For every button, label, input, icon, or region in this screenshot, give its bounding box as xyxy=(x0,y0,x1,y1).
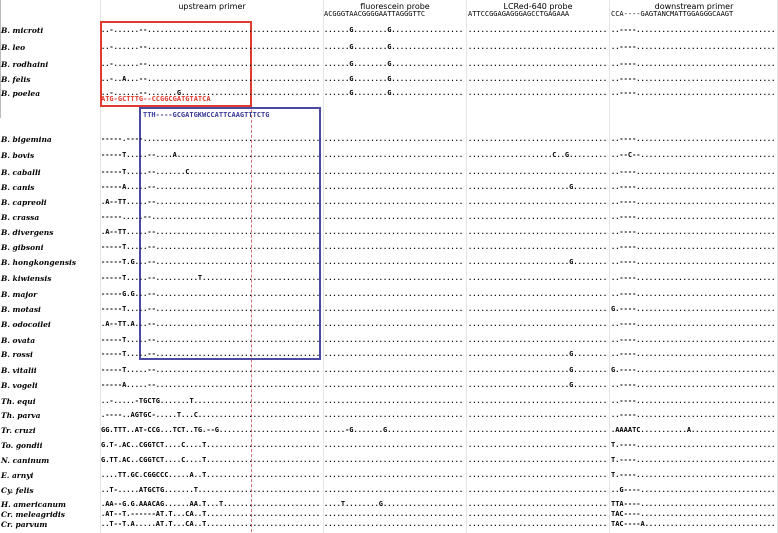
sequence-up: .A--TT.....--....................................... xyxy=(101,198,321,206)
sequence-dn: ..----................................. xyxy=(611,135,776,143)
species-name: B. divergens xyxy=(1,228,54,237)
sequence-dn: ..----................................. xyxy=(611,198,776,206)
sequence-fl: ................................. xyxy=(324,456,464,464)
sequence-lc: ................................. xyxy=(468,135,608,143)
sequence-up: -----T.....--....................................... xyxy=(101,243,321,251)
sequence-dn: ..----................................. xyxy=(611,89,776,97)
species-name: H. americanum xyxy=(1,500,66,509)
sequence-dn: ..----................................. xyxy=(611,213,776,221)
sequence-fl: ................................. xyxy=(324,135,464,143)
sequence-up: -----T.....--....A.................................. xyxy=(101,151,321,159)
sequence-dn: ..----................................. xyxy=(611,350,776,358)
sequence-lc: ................................. xyxy=(468,486,608,494)
sequence-dn: TAC----................................ xyxy=(611,510,776,518)
sequence-fl: ................................. xyxy=(324,168,464,176)
sequence-lc: ................................. xyxy=(468,274,608,282)
species-name: Cy. felis xyxy=(1,486,34,495)
sequence-fl: ................................. xyxy=(324,397,464,405)
species-name: Cr. parvum xyxy=(1,520,48,529)
sequence-up: GG.TTT..AT-CCG...TCT..TG.--G........................ xyxy=(101,426,321,434)
sequence-up: ..-......--.......G................................. xyxy=(101,89,321,97)
sequence-up: -----T.....--....................................... xyxy=(101,366,321,374)
sequence-dn: ..----................................. xyxy=(611,183,776,191)
sequence-up: -----G.G...--....................................... xyxy=(101,290,321,298)
downstream-consensus: CCA----GAGTANCMATTGGAGGGCAAGT xyxy=(611,10,734,18)
sequence-up: -----T.....--....................................... xyxy=(101,305,321,313)
sequence-dn: TTA----................................ xyxy=(611,500,776,508)
sequence-fl: ................................. xyxy=(324,411,464,419)
sequence-up: .A--TT.A...--....................................... xyxy=(101,320,321,328)
species-name: B. bigemina xyxy=(1,135,52,144)
header-fluorescein-probe: fluorescein probe xyxy=(323,0,467,15)
column-divider xyxy=(466,0,467,533)
sequence-dn: ..--C--................................ xyxy=(611,151,776,159)
sequence-up: .AA--G.G.AAACAG......AA.T...T....................... xyxy=(101,500,321,508)
sequence-lc: ................................. xyxy=(468,500,608,508)
sequence-lc: ....................C..G......... xyxy=(468,151,608,159)
sequence-fl: ......G........G................. xyxy=(324,43,464,51)
sequence-fl: ......G........G................. xyxy=(324,75,464,83)
blue-primer-sequence: TTH----GCGATGKWCCATTCAAGTTTCTG xyxy=(143,111,270,119)
sequence-dn: T.----................................. xyxy=(611,456,776,464)
sequence-dn: ..----................................. xyxy=(611,320,776,328)
sequence-up: .----..AGTGC-.....T...C............................. xyxy=(101,411,321,419)
sequence-lc: ................................. xyxy=(468,305,608,313)
sequence-dn: G.----................................. xyxy=(611,366,776,374)
sequence-lc: ................................. xyxy=(468,43,608,51)
sequence-up: -----T.G...--....................................... xyxy=(101,258,321,266)
sequence-lc: ................................. xyxy=(468,60,608,68)
sequence-dn: T.----................................. xyxy=(611,441,776,449)
sequence-fl: ................................. xyxy=(324,520,464,528)
sequence-dn: ..----................................. xyxy=(611,26,776,34)
species-name: B. hongkongensis xyxy=(1,258,77,267)
sequence-lc: ................................. xyxy=(468,168,608,176)
sequence-fl: ................................. xyxy=(324,228,464,236)
left-border xyxy=(0,0,1,118)
sequence-lc: ................................. xyxy=(468,510,608,518)
sequence-dn: G.----................................. xyxy=(611,305,776,313)
sequence-dn: ..----................................. xyxy=(611,258,776,266)
species-name: B. canis xyxy=(1,183,35,192)
species-name: B. microti xyxy=(1,26,44,35)
sequence-lc: ................................. xyxy=(468,520,608,528)
species-name: B. leo xyxy=(1,43,26,52)
sequence-fl: ................................. xyxy=(324,243,464,251)
sequence-fl: ................................. xyxy=(324,183,464,191)
species-name: B. vitalii xyxy=(1,366,37,375)
sequence-up: ..-......--......................................... xyxy=(101,60,321,68)
sequence-up: G.TT.AC..CGGTCT....C....T........................... xyxy=(101,456,321,464)
sequence-fl: ................................. xyxy=(324,305,464,313)
sequence-up: -----T.....--.......C............................... xyxy=(101,168,321,176)
sequence-fl: ................................. xyxy=(324,213,464,221)
species-name: Tr. cruzi xyxy=(1,426,36,435)
column-divider xyxy=(609,0,610,533)
sequence-dn: ..----................................. xyxy=(611,397,776,405)
sequence-lc: ........................G........ xyxy=(468,366,608,374)
sequence-fl: ................................. xyxy=(324,198,464,206)
sequence-lc: ........................G........ xyxy=(468,381,608,389)
species-name: N. caninum xyxy=(1,456,50,465)
red-primer-sequence: ATG-GCTTTG--CCGGCGATGTATCA xyxy=(101,95,211,103)
sequence-up: -----T.....--....................................... xyxy=(101,336,321,344)
sequence-lc: ................................. xyxy=(468,336,608,344)
sequence-fl: ................................. xyxy=(324,151,464,159)
species-name: B. motasi xyxy=(1,305,41,314)
sequence-fl: ................................. xyxy=(324,290,464,298)
species-name: B. gibsoni xyxy=(1,243,44,252)
sequence-lc: ................................. xyxy=(468,89,608,97)
sequence-fl: ................................. xyxy=(324,366,464,374)
sequence-dn: ..----................................. xyxy=(611,411,776,419)
sequence-dn: ..----................................. xyxy=(611,290,776,298)
header-upstream-primer: upstream primer xyxy=(100,0,324,15)
sequence-dn: ..----................................. xyxy=(611,43,776,51)
species-name: Th. parva xyxy=(1,411,41,420)
species-name: B. ovata xyxy=(1,336,36,345)
sequence-lc: ................................. xyxy=(468,320,608,328)
sequence-up: ..-......--......................................... xyxy=(101,26,321,34)
sequence-dn: ..G----................................ xyxy=(611,486,776,494)
sequence-fl: ................................. xyxy=(324,350,464,358)
species-name: B. major xyxy=(1,290,38,299)
sequence-lc: ................................. xyxy=(468,290,608,298)
sequence-lc: ........................G........ xyxy=(468,258,608,266)
sequence-lc: ................................. xyxy=(468,213,608,221)
species-name: To. gondii xyxy=(1,441,43,450)
sequence-up: ..-......--......................................... xyxy=(101,43,321,51)
sequence-lc: ................................. xyxy=(468,471,608,479)
sequence-fl: ................................. xyxy=(324,486,464,494)
species-name: B. rodhaini xyxy=(1,60,49,69)
sequence-fl: ................................. xyxy=(324,320,464,328)
species-name: B. kiwiensis xyxy=(1,274,52,283)
sequence-lc: ................................. xyxy=(468,441,608,449)
species-name: B. bovis xyxy=(1,151,35,160)
sequence-dn: ..----................................. xyxy=(611,75,776,83)
sequence-dn: ..----................................. xyxy=(611,168,776,176)
sequence-fl: ................................. xyxy=(324,274,464,282)
species-name: Th. equi xyxy=(1,397,36,406)
sequence-up: -----T.....--..........T............................ xyxy=(101,274,321,282)
sequence-lc: ................................. xyxy=(468,228,608,236)
sequence-fl: ......G........G................. xyxy=(324,60,464,68)
sequence-dn: ..----................................. xyxy=(611,60,776,68)
sequence-fl: ......G........G................. xyxy=(324,26,464,34)
header-downstream-primer: downstream primer xyxy=(609,0,778,15)
sequence-lc: ................................. xyxy=(468,243,608,251)
sequence-lc: ................................. xyxy=(468,456,608,464)
sequence-fl: ................................. xyxy=(324,471,464,479)
species-name: B. crassa xyxy=(1,213,40,222)
sequence-dn: ..----................................. xyxy=(611,274,776,282)
fluorescein-consensus: ACGGGTAACGGGGAATTAGGGTTC xyxy=(324,10,426,18)
sequence-up: -----.....--........................................ xyxy=(101,213,321,221)
sequence-fl: ................................. xyxy=(324,441,464,449)
sequence-dn: T.----................................. xyxy=(611,471,776,479)
sequence-lc: ................................. xyxy=(468,411,608,419)
sequence-lc: ........................G........ xyxy=(468,350,608,358)
sequence-lc: ................................. xyxy=(468,397,608,405)
species-name: Cr. meleagridis xyxy=(1,510,66,519)
sequence-dn: ..----................................. xyxy=(611,243,776,251)
sequence-dn: ..----................................. xyxy=(611,381,776,389)
sequence-up: ..-.....-TGCTG.......T.............................. xyxy=(101,397,321,405)
species-name: B. odocoilei xyxy=(1,320,51,329)
sequence-dn: TAC----A............................... xyxy=(611,520,776,528)
sequence-up: .A--TT.....--....................................... xyxy=(101,228,321,236)
sequence-up: -----T.....--....................................... xyxy=(101,350,321,358)
sequence-fl: ......G........G................. xyxy=(324,89,464,97)
sequence-fl: ................................. xyxy=(324,381,464,389)
species-name: B. capreoli xyxy=(1,198,47,207)
sequence-up: -----A.....--....................................... xyxy=(101,381,321,389)
sequence-lc: ........................G........ xyxy=(468,183,608,191)
lcred-consensus: ATTCCGGAGAGGGAGCCTGAGAAA xyxy=(468,10,570,18)
sequence-lc: ................................. xyxy=(468,26,608,34)
species-name: B. poelea xyxy=(1,89,41,98)
sequence-fl: ................................. xyxy=(324,336,464,344)
sequence-up: -----A.....--....................................... xyxy=(101,183,321,191)
sequence-up: .AT--T.------AT.T...CA..T........................... xyxy=(101,510,321,518)
species-name: B. rossi xyxy=(1,350,33,359)
sequence-lc: ................................. xyxy=(468,198,608,206)
sequence-up: ....TT.GC.CGGCCC.....A..T........................... xyxy=(101,471,321,479)
species-name: E. arnyi xyxy=(1,471,34,480)
sequence-dn: ..----................................. xyxy=(611,336,776,344)
species-name: B. vogeli xyxy=(1,381,38,390)
sequence-lc: ................................. xyxy=(468,426,608,434)
species-name: B. caballi xyxy=(1,168,41,177)
sequence-fl: ....T........G................... xyxy=(324,500,464,508)
species-name: B. felis xyxy=(1,75,31,84)
sequence-lc: ................................. xyxy=(468,75,608,83)
sequence-fl: ................................. xyxy=(324,510,464,518)
sequence-up: ..T--T.A.....AT.T...CA..T........................... xyxy=(101,520,321,528)
sequence-up: ..T-.....ATGCTG.......T............................. xyxy=(101,486,321,494)
sequence-up: ..-..A...--......................................... xyxy=(101,75,321,83)
sequence-dn: ..----................................. xyxy=(611,228,776,236)
sequence-dn: .AAAATC...........A.................... xyxy=(611,426,776,434)
header-lcred-probe: LCRed-640 probe xyxy=(466,0,610,15)
sequence-fl: .....-G.......G.................. xyxy=(324,426,464,434)
sequence-up: -----.----.......................................... xyxy=(101,135,321,143)
sequence-up: G.T-.AC..CGGTCT....C....T........................... xyxy=(101,441,321,449)
sequence-fl: ................................. xyxy=(324,258,464,266)
